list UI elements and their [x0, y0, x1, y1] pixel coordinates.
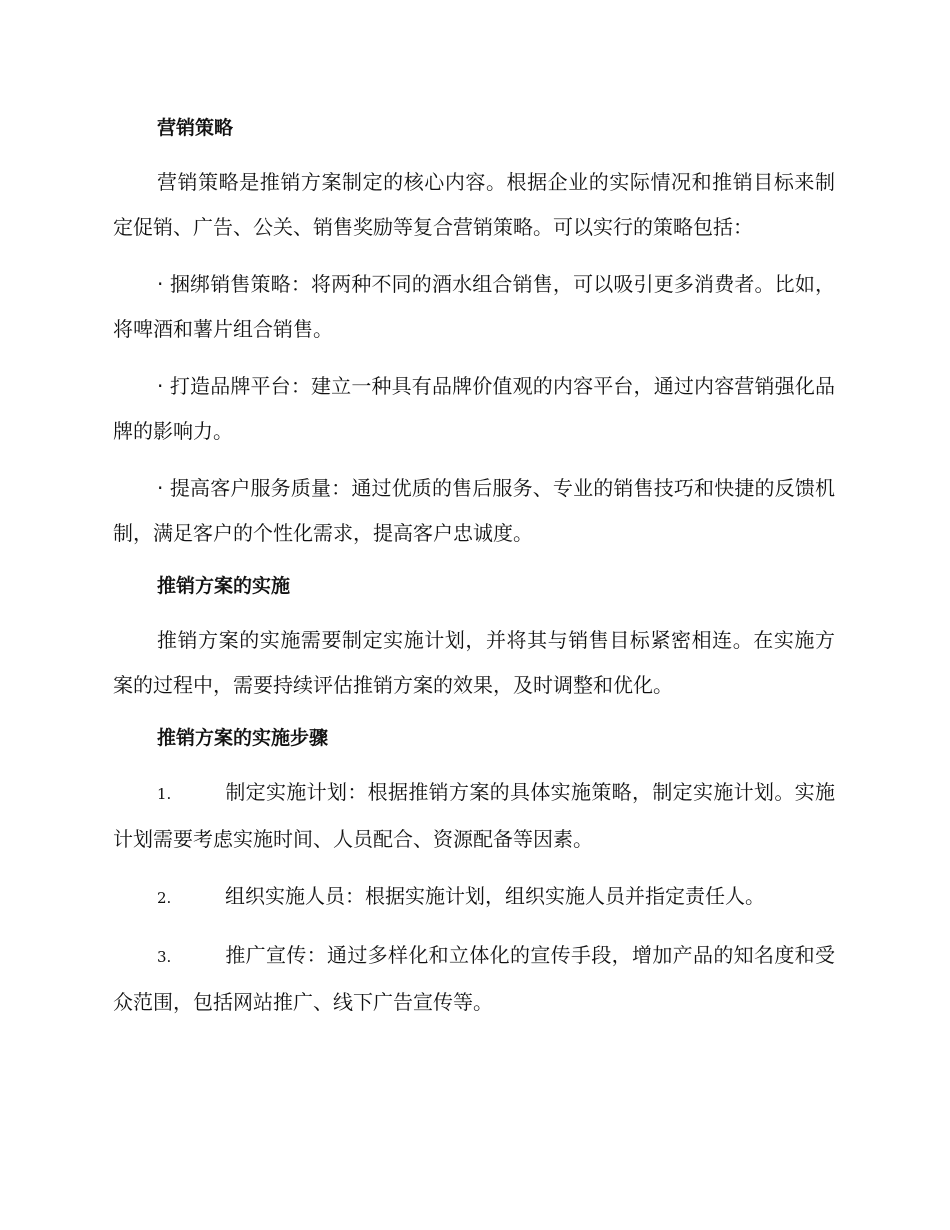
bullet-item: · 打造品牌平台：建立一种具有品牌价值观的内容平台，通过内容营销强化品牌的影响力。	[113, 374, 835, 443]
document-page	[113, 110, 835, 1037]
step-number: 1.	[157, 785, 172, 803]
step-text: 推广宣传：通过多样化和立体化的宣传手段，增加产品的知名度和受众范围，包括网站推广、线下广告宣传等。	[113, 943, 835, 1014]
numbered-step	[113, 874, 835, 921]
bullet-item: · 捆绑销售策略：将两种不同的酒水组合销售，可以吸引更多消费者。比如，将啤酒和薯片组合销售。	[113, 272, 835, 341]
paragraph: 营销策略是推销方案制定的核心内容。根据企业的实际情况和推销目标来制定促销、广告、公关、销售奖励等复合营销策略。可以实行的策略包括：	[113, 170, 835, 239]
step-text: 组织实施人员：根据实施计划，组织实施人员并指定责任人。	[225, 884, 765, 908]
numbered-step	[113, 933, 835, 1025]
numbered-step	[113, 770, 835, 862]
section-heading: 营销策略	[157, 117, 234, 139]
paragraph: 推销方案的实施需要制定实施计划，并将其与销售目标紧密相连。在实施方案的过程中，需要持续评估推销方案的效果，及时调整和优化。	[113, 628, 835, 697]
section-heading: 推销方案的实施	[157, 575, 291, 597]
section-heading: 推销方案的实施步骤	[157, 727, 329, 749]
step-text: 制定实施计划：根据推销方案的具体实施策略，制定实施计划。实施计划需要考虑实施时间、人员配合、资源配备等因素。	[113, 780, 835, 851]
step-number: 2.	[157, 889, 172, 907]
step-number: 3.	[157, 948, 172, 966]
bullet-item: · 提高客户服务质量：通过优质的售后服务、专业的销售技巧和快捷的反馈机制，满足客户的个性化需求，提高客户忠诚度。	[113, 476, 835, 545]
